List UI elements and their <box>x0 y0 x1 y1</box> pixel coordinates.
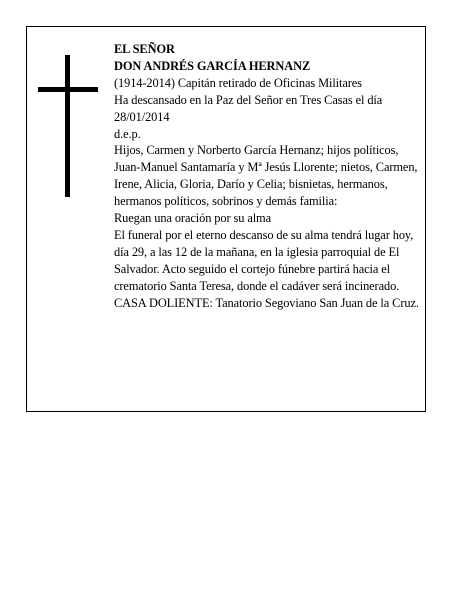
dep-abbreviation: d.e.p. <box>114 126 141 141</box>
family-members: Hijos, Carmen y Norberto García Hernanz; hijos políticos, Juan-Manuel Santamaría y Mª Jesús Llorente; nietos, Carmen, Irene, Alicia, Gloria, Darío y Celia; bisnietas, hermanos, hermanos políticos, sobrinos y demás familia: <box>114 143 418 209</box>
honorific: EL SEÑOR <box>114 42 175 56</box>
prayer-request: Ruegan una oración por su alma <box>114 211 271 226</box>
rest-statement: Ha descansado en la Paz del Señor en Tres Casas el día 28/01/2014 <box>114 92 383 124</box>
life-and-title: (1914-2014) Capitán retirado de Oficinas Militares <box>114 75 362 90</box>
obituary-notice <box>26 26 426 412</box>
cross-horizontal-bar <box>38 87 98 92</box>
mourning-house: CASA DOLIENTE: Tanatorio Segoviano San Juan de la Cruz. <box>114 295 419 310</box>
funeral-details: El funeral por el eterno descanso de su alma tendrá lugar hoy, día 29, a las 12 de la mañana, en la iglesia parroquial de El Salvador. Acto seguido el cortejo fúnebre partirá hacia el crematorio Santa Teresa, donde el cadáver será incinerado. <box>114 227 414 293</box>
latin-cross-icon <box>38 55 98 197</box>
deceased-name: DON ANDRÉS GARCÍA HERNANZ <box>114 58 311 73</box>
obituary-text <box>114 41 424 312</box>
cross-vertical-bar <box>65 55 70 197</box>
